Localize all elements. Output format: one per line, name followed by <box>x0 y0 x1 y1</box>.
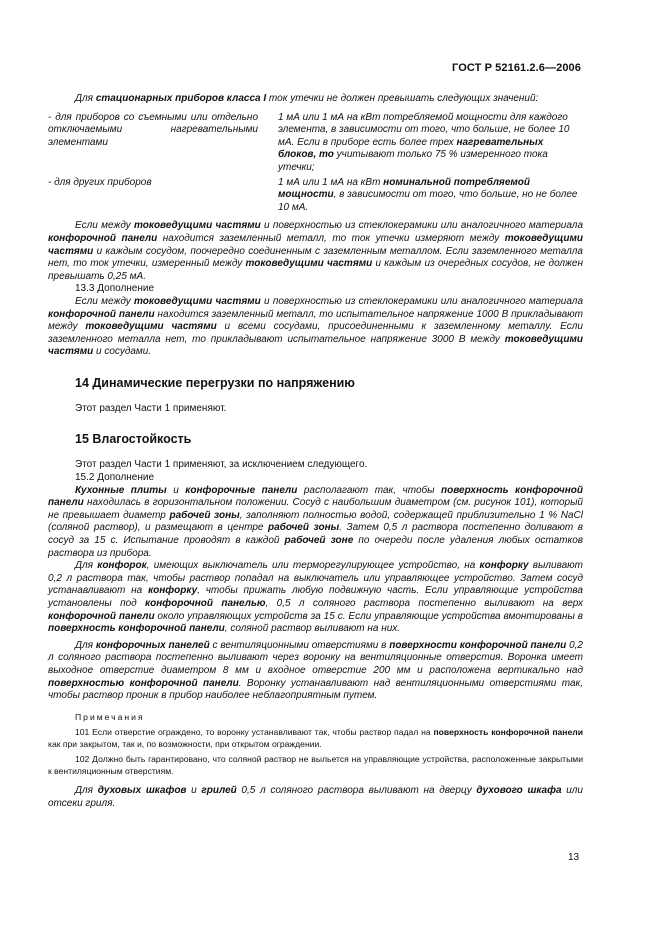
note-102: 102 Должно быть гарантировано, что соляной раствор не выльется на управляющие устройства, расположенные закрытыми к вентиляционным отверстиям. <box>48 754 583 776</box>
ventilation-paragraph: Для конфорочных панелей с вентиляционными отверстиями в поверхности конфорочной панели 0,2 л соляного раствора постепенно выливают через воронку на вентиляционные отверстия. Воронка имеет выходное отверстие диаметром 8 мм и входное отверстие 200 мм и расположена вертикально над поверхностью конфорочной панели. Воронку устанавливают над вентиляционными отверстиями так, чтобы раствор проник в прибор наиболее неблагоприятным путем. <box>48 639 584 702</box>
page-number: 13 <box>568 852 580 863</box>
cookers-paragraph: Кухонные плиты и конфорочные панели располагают так, чтобы поверхность конфорочной панели находилась в горизонтальном положении. Сосуд с наибольшим диаметром (см. рисунок 101), который не превышает диаметр рабочей зоны, заполняют полностью водой, содержащей приблизительно 1 % NaCl (соляной раствор), и размещают в центре рабочей зоны. Затем 0,5 л раствора постепенно доливают в сосуд за 15 с. Испытание проводят в каждой рабочей зоне по очереди после удаления любых остатков раствора из прибора. <box>48 484 584 559</box>
note-101: 101 Если отверстие ограждено, то воронку устанавливают так, чтобы раствор падал на поверхность конфорочной панели как при закрытом, так и, по возможности, при открытом ограждении. <box>48 727 584 749</box>
leakage-intro-paragraph: Для стационарных приборов класса I ток утечки не должен превышать следующих значений: <box>75 93 539 104</box>
limits-row-condition: - для других приборов <box>48 176 152 188</box>
leakage-limits-table <box>48 112 583 215</box>
section-15-text: Этот раздел Части 1 применяют, за исключением следующего. <box>75 459 368 471</box>
limits-row-value: 1 мА или 1 мА на кВт потребляемой мощности для каждого элемента, в зависимости от того, что больше, не более 10 мА. Если в приборе есть более трех нагревательных блоков, то учитывают только 75 % измеренного тока утечки; <box>278 111 570 173</box>
clause-13-3-label: 13.3 Дополнение <box>75 283 155 295</box>
section-15-heading: 15 Влагостойкость <box>75 432 192 447</box>
standard-designation: ГОСТ Р 52161.2.6—2006 <box>452 62 581 74</box>
limits-row-value: 1 мА или 1 мА на кВт номинальной потребляемой мощности, в зависимости от того, что больше, но не более 10 мА. <box>278 176 578 213</box>
clause-15-2-label: 15.2 Дополнение <box>75 472 155 484</box>
clause-13-3-text: Если между токоведущими частями и поверхностью из стеклокерамики или аналогичного материала конфорочной панели находится заземленный металл, то испытательное напряжение 1000 В прикладывают между токоведущими частями и всеми сосудами, присоединенными к заземленному металлу. Если заземленного металла нет, то прикладывают испытательное напряжение 3000 В между токоведущими частями и сосудами. <box>48 295 584 358</box>
ovens-paragraph: Для духовых шкафов и грилей 0,5 л соляного раствора выливают на дверцу духового шкафа или отсеки гриля. <box>48 784 583 809</box>
section-14-text: Этот раздел Части 1 применяют. <box>75 402 227 414</box>
section-14-heading: 14 Динамические перегрузки по напряжению <box>75 375 355 390</box>
hotplates-paragraph: Для конфорок, имеющих выключатель или терморегулирующее устройство, на конфорку выливают 0,2 л раствора так, чтобы раствор попадал на выключатель или управляющее устройство. Затем сосуд устанавливают на конфорку, чтобы прижать любую подвижную часть. Если управляющие устройства установлены под конфорочной панелью, 0,5 л соляного раствора постепенно выливают на верх конфорочной панели около управляющих устройств за 15 с. Если управляющие устройства вмонтированы в поверхность конфорочной панели, соляной раствор выливают на них. <box>48 560 583 635</box>
limits-row-condition: - для приборов со съемными или отдельно отключаемыми нагревательными элементами <box>48 111 258 148</box>
notes-title: Примечания <box>75 711 145 722</box>
earthed-metal-paragraph: Если между токоведущими частями и поверхностью из стеклокерамики или аналогичного материала конфорочной панели находится заземленный металл, то ток утечки измеряют между токоведущими частями и каждым сосудом, поочередно соединенным с заземленным металлом. Если заземленного металла нет, то ток утечки, измеренный между токоведущими частями и каждым из очередных сосудов, не должен превышать 0,25 мА. <box>48 220 584 282</box>
page-content <box>48 93 583 810</box>
limits-row <box>48 112 583 175</box>
limits-row <box>48 177 583 215</box>
